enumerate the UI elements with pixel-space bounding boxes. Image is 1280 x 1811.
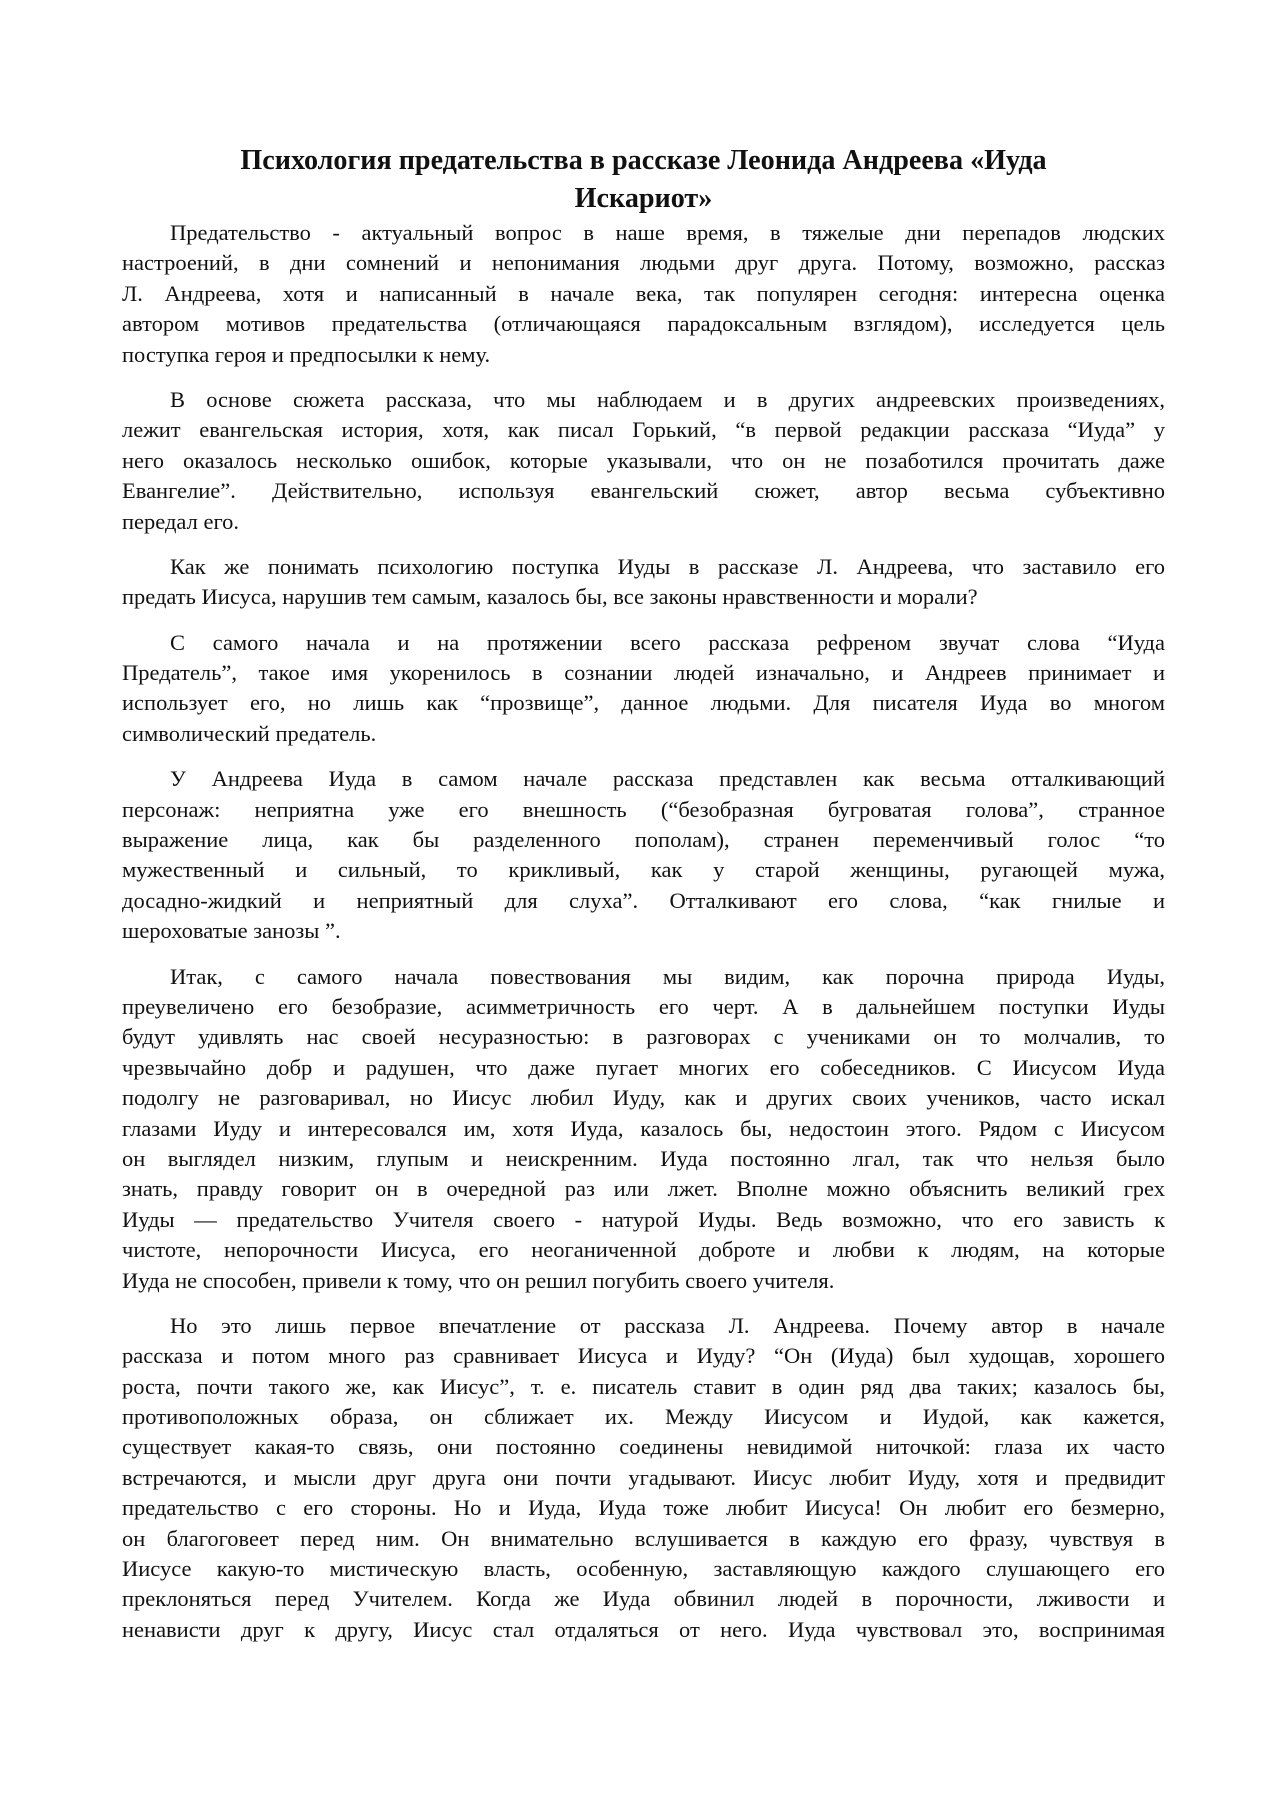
text-line: Предательство - актуальный вопрос в наше время, в тяжелые дни перепадов людских (170, 220, 1165, 245)
paragraph (122, 628, 1165, 750)
paragraph (122, 385, 1165, 537)
text-line: лежит евангельская история, хотя, как писал Горький, “в первой редакции рассказа “Иуда” у (122, 417, 1165, 443)
text-line: персонаж: неприятна уже его внешность (“безобразная бугроватая голова”, странное (122, 796, 1165, 822)
text-line: Л. Андреева, хотя и написанный в начале века, так популярен сегодня: интересна оценка (122, 280, 1165, 306)
text-line: использует его, но лишь как “прозвище”, данное людьми. Для писателя Иуда во многом (122, 690, 1165, 716)
text-line: Как же понимать психологию поступка Иуды в рассказе Л. Андреева, что заставило его (170, 553, 1165, 579)
text-line: ненависти друг к другу, Иисус стал отдаляться от него. Иуда чувствовал это, воспринимая (122, 1616, 1165, 1642)
text-line: рассказа и потом много раз сравнивает Иисуса и Иуду? “Он (Иуда) был худощав, хорошего (122, 1343, 1165, 1369)
paragraph (122, 552, 1165, 613)
text-line: автором мотивов предательства (отличающаяся парадоксальным взглядом), исследуется цель (122, 311, 1165, 337)
text-line: Итак, с самого начала повествования мы видим, как порочна природа Иуды, (170, 963, 1165, 989)
text-line: встречаются, и мысли друг друга они почти угадывают. Иисус любит Иуду, хотя и предвидит (122, 1464, 1165, 1490)
paragraph (122, 1311, 1165, 1645)
text-line: Но это лишь первое впечатление от рассказа Л. Андреева. Почему автор в начале (170, 1312, 1165, 1338)
text-line: него оказалось несколько ошибок, которые указывали, что он не позаботился прочитать даже (122, 447, 1165, 473)
text-line: противоположных образа, он сближает их. Между Иисусом и Иудой, как кажется, (122, 1404, 1165, 1430)
title-line: Искариот» (574, 182, 713, 215)
text-line: он выглядел низким, глупым и неискренним. Иуда постоянно лгал, так что нельзя было (122, 1145, 1165, 1171)
text-line: Предатель”, такое имя укоренилось в сознании людей изначально, и Андреев принимает и (122, 660, 1165, 686)
text-line: существует какая-то связь, они постоянно соединены невидимой ниточкой: глаза их часто (122, 1434, 1165, 1460)
paragraph (122, 962, 1165, 1296)
document-body (122, 218, 1165, 1660)
text-line: чистоте, непорочности Иисуса, его неоганиченной доброте и любви к людям, на которые (122, 1237, 1165, 1263)
text-line: знать, правду говорит он в очередной раз или лжет. Вполне можно объяснить великий грех (122, 1176, 1165, 1202)
text-line: настроений, в дни сомнений и непонимания людьми друг друга. Потому, возможно, рассказ (122, 250, 1165, 276)
document-title (138, 141, 1150, 217)
text-line: преувеличено его безобразие, асимметричность его черт. А в дальнейшем поступки Иуды (122, 993, 1165, 1019)
text-line: У Андреева Иуда в самом начале рассказа представлен как весьма отталкивающий (170, 766, 1165, 792)
text-line: предать Иисуса, нарушив тем самым, казалось бы, все законы нравственности и морали? (122, 584, 978, 610)
text-line: мужественный и сильный, то крикливый, как у старой женщины, ругающей мужа, (122, 857, 1165, 883)
text-line: роста, почти такого же, как Иисус”, т. е. писатель ставит в один ряд два таких; казалось бы, (122, 1373, 1165, 1399)
paragraph (122, 218, 1165, 370)
text-line: подолгу не разговаривал, но Иисус любил Иуду, как и других своих учеников, часто искал (122, 1085, 1165, 1111)
text-line: Евангелие”. Действительно, используя евангельский сюжет, автор весьма субъективно (122, 478, 1165, 504)
title-line: Психология предательства в рассказе Леонида Андреева «Иуда (240, 144, 1047, 177)
text-line: Иуда не способен, привели к тому, что он решил погубить своего учителя. (122, 1267, 835, 1293)
text-line: чрезвычайно добр и радушен, что даже пугает многих его собеседников. С Иисусом Иуда (122, 1054, 1165, 1080)
text-line: В основе сюжета рассказа, что мы наблюдаем и в других андреевских произведениях, (170, 386, 1165, 412)
text-line: передал его. (122, 508, 239, 534)
text-line: С самого начала и на протяжении всего рассказа рефреном звучат слова “Иуда (170, 629, 1165, 655)
paragraph (122, 764, 1165, 946)
text-line: символический предатель. (122, 720, 377, 746)
text-line: предательство с его стороны. Но и Иуда, Иуда тоже любит Иисуса! Он любит его безмерно, (122, 1495, 1165, 1521)
text-line: он благоговеет перед ним. Он внимательно вслушивается в каждую его фразу, чувствуя в (122, 1525, 1165, 1551)
text-line: выражение лица, как бы разделенного пополам), странен переменчивый голос “то (122, 827, 1165, 853)
text-line: преклоняться перед Учителем. Когда же Иуда обвинил людей в порочности, лживости и (122, 1586, 1165, 1612)
text-line: будут удивлять нас своей несуразностью: в разговорах с учениками он то молчалив, то (122, 1024, 1165, 1050)
text-line: поступка героя и предпосылки к нему. (122, 341, 491, 367)
text-line: досадно-жидкий и неприятный для слуха”. Отталкивают его слова, “как гнилые и (122, 887, 1165, 913)
text-line: Иуды — предательство Учителя своего - натурой Иуды. Ведь возможно, что его зависть к (122, 1206, 1165, 1232)
text-line: Иисусе какую-то мистическую власть, особенную, заставляющую каждого слушающего его (122, 1556, 1165, 1582)
text-line: глазами Иуду и интересовался им, хотя Иуда, казалось бы, недостоин этого. Рядом с Иисусом (122, 1115, 1165, 1141)
text-line: шероховатые занозы ”. (122, 918, 341, 944)
